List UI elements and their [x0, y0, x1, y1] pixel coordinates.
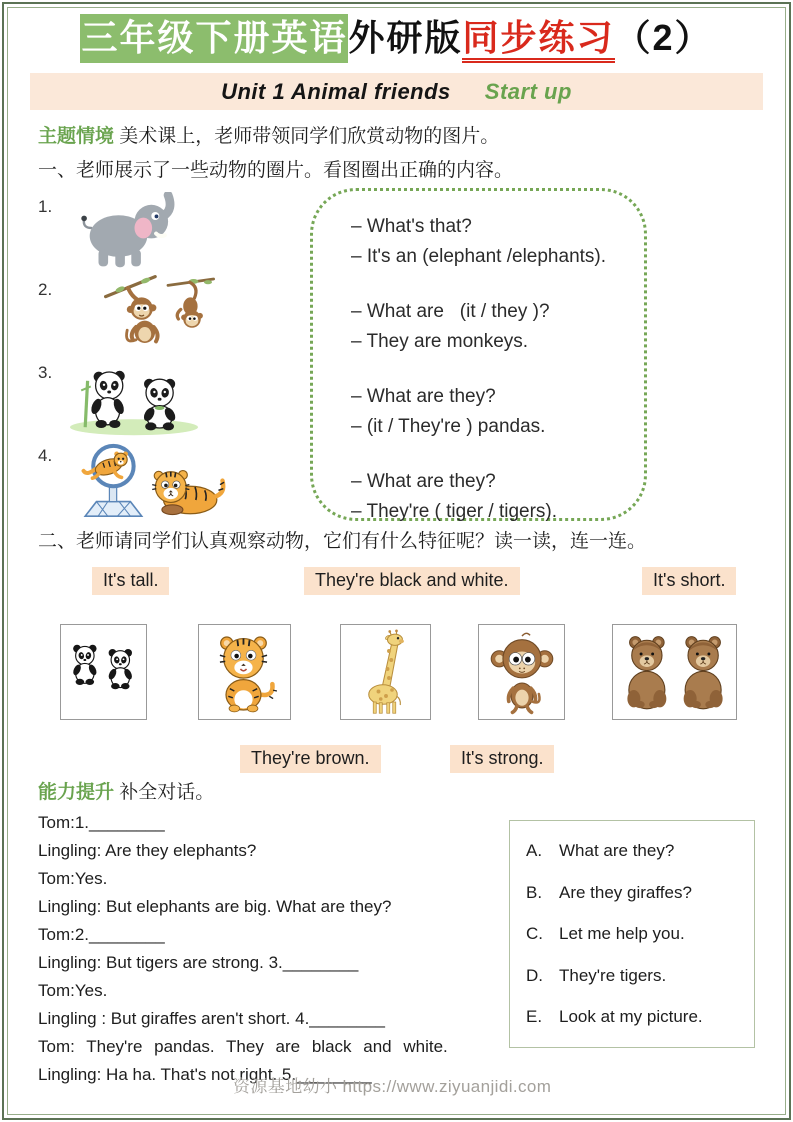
match-label-strong: It's strong.	[450, 745, 554, 773]
dialog-line: Lingling: Ha ha. That's not right. 5.________	[38, 1065, 372, 1084]
dialog-answer: – They're ( tiger / tigers).	[351, 501, 558, 522]
pandas-card-illustration	[65, 635, 143, 709]
unit-header-bar	[30, 73, 763, 110]
options-column	[509, 811, 755, 1094]
title-grade: 三年级下册英语	[80, 14, 348, 63]
option-key: E.	[526, 1007, 543, 1026]
watermark: 资源基地幼小 https://www.ziyuanjidi.com	[233, 1077, 552, 1096]
option-text: Are they giraffes?	[559, 882, 692, 902]
option-text: Let me help you.	[559, 924, 685, 943]
monkey-card-illustration	[489, 628, 555, 716]
match-label-black-white: They're black and white.	[304, 567, 520, 595]
dialog-line: Lingling: Are they elephants?	[38, 841, 257, 860]
dialog-answer: – (it / They're ) pandas.	[351, 416, 546, 437]
elephant-illustration	[74, 188, 179, 271]
item-number: 4.	[38, 446, 53, 465]
section1-exercise	[38, 188, 755, 521]
dialog-answer: – They are monkeys.	[351, 331, 529, 352]
item-number: 1.	[38, 197, 53, 216]
title-number: （2）	[614, 17, 713, 58]
pandas-illustration	[66, 354, 202, 437]
section2-heading: 二、老师请同学们认真观察动物，它们有什么特征呢？读一读，连一连。	[38, 531, 647, 552]
item-number: 3.	[38, 363, 53, 382]
option-b	[526, 883, 738, 903]
completion-dialog	[38, 811, 507, 1094]
option-a	[526, 841, 738, 861]
option-text: What are they?	[559, 841, 675, 860]
list-item	[38, 271, 310, 354]
option-d	[526, 966, 738, 986]
list-item	[38, 188, 310, 271]
section3-label: 能力提升	[38, 782, 115, 803]
option-c	[526, 924, 738, 944]
dialog-pair	[351, 212, 636, 272]
dialog-line: Tom:Yes.	[38, 869, 108, 888]
title-practice: 同步练习	[462, 17, 614, 63]
matching-labels-bottom	[38, 745, 755, 775]
dialog-question: – What are they?	[351, 386, 496, 407]
unit-title: Unit 1 Animal friends	[221, 78, 451, 104]
option-text: Look at my picture.	[559, 1007, 703, 1026]
match-label-brown: They're brown.	[240, 745, 381, 773]
dialog-line: Tom:Yes.	[38, 981, 108, 1000]
option-key: B.	[526, 882, 543, 902]
animal-card-tiger	[198, 624, 291, 720]
option-key: A.	[526, 841, 543, 860]
animal-picture-list	[38, 188, 310, 521]
option-text: They're tigers.	[559, 965, 667, 985]
item-number: 2.	[38, 280, 53, 299]
dialog-line: Lingling: But tigers are strong. 3.________	[38, 953, 359, 972]
answer-options-box	[509, 820, 755, 1048]
dialog-question: – What are (it / they )?	[351, 301, 550, 322]
section1-heading: 一、老师展示了一些动物的圈片。看图圈出正确的内容。	[38, 160, 514, 181]
option-e	[526, 1007, 738, 1027]
match-label-short: It's short.	[642, 567, 736, 595]
dialog-pair	[351, 382, 636, 442]
tiger-card-illustration	[207, 629, 283, 715]
dialog-line: Lingling : But giraffes aren't short. 4.________	[38, 1009, 385, 1028]
dialog-box	[310, 188, 647, 521]
list-item	[38, 354, 310, 437]
dialog-line: Tom:2.________	[38, 925, 165, 944]
page-title	[0, 14, 793, 62]
dialog-pair	[351, 297, 636, 357]
dialog-line: Tom: They're pandas. They are black and white.	[38, 1037, 448, 1056]
theme-line	[38, 123, 755, 150]
dialog-answer: – It's an (elephant /elephants).	[351, 246, 607, 267]
monkeys-illustration	[104, 271, 216, 354]
animal-card-pandas	[60, 624, 147, 720]
theme-text: 美术课上，老师带领同学们欣赏动物的图片。	[119, 126, 500, 147]
animal-card-giraffe	[340, 624, 431, 720]
giraffe-card-illustration	[356, 628, 416, 716]
match-label-tall: It's tall.	[92, 567, 169, 595]
section3-exercise	[38, 811, 755, 1094]
matching-labels-top	[38, 567, 755, 597]
animal-cards-row	[38, 624, 755, 721]
animal-card-monkey	[478, 624, 565, 720]
title-publisher: 外研版	[348, 17, 463, 58]
animal-card-bears	[612, 624, 737, 720]
dialog-question: – What are they?	[351, 471, 496, 492]
dialog-question: – What's that?	[351, 216, 472, 237]
bears-card-illustration	[618, 632, 732, 712]
theme-label: 主题情境	[38, 126, 115, 147]
section3-heading: 补全对话。	[119, 782, 215, 803]
option-key: D.	[526, 965, 543, 985]
worksheet-body	[0, 110, 793, 1094]
dialog-line: Tom:1.________	[38, 813, 165, 832]
dialog-line: Lingling: But elephants are big. What are they?	[38, 897, 392, 916]
section3-title-line	[38, 779, 755, 806]
unit-section-tag: Start up	[484, 78, 572, 104]
tigers-illustration	[72, 437, 230, 520]
option-key: C.	[526, 924, 543, 943]
dialog-pair	[351, 467, 636, 527]
list-item	[38, 437, 310, 520]
